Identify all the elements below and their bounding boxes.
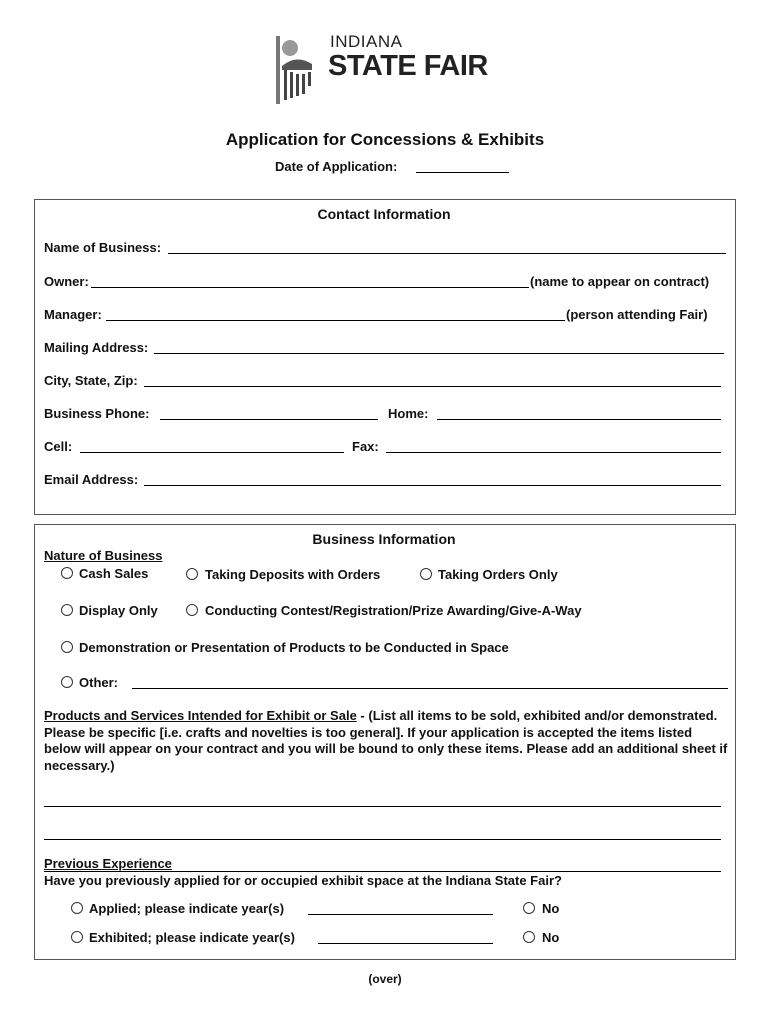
business-title: Business Information — [312, 531, 456, 547]
taking-orders-label: Taking Orders Only — [438, 567, 558, 582]
date-label: Date of Application: — [275, 159, 398, 174]
demonstration-radio[interactable] — [61, 641, 73, 653]
cash-sales-label: Cash Sales — [79, 566, 149, 581]
products-line-2[interactable] — [44, 839, 721, 840]
over-note: (over) — [368, 972, 402, 986]
logo-indiana: INDIANA — [330, 32, 403, 51]
date-field[interactable] — [416, 172, 509, 173]
page-title: Application for Concessions & Exhibits — [225, 130, 545, 149]
nature-heading: Nature of Business — [44, 548, 163, 563]
applied-no-label: No — [542, 901, 560, 916]
products-paragraph — [44, 708, 728, 774]
exhibited-radio[interactable] — [71, 931, 83, 943]
name-of-business-label: Name of Business: — [44, 240, 162, 255]
fax-label: Fax: — [352, 439, 379, 454]
applied-label: Applied; please indicate year(s) — [89, 901, 285, 916]
display-only-label: Display Only — [79, 603, 158, 618]
products-instructions: - (List all items to be sold, exhibited and/or demonstrated. Please be specific [i.e. crafts and novelties is too general]. If your application is accepted the items listed below will appear on your contract and you will be bound to only these items. Please add an additional sheet if necessary.) — [44, 708, 728, 773]
exhibited-years-field[interactable] — [318, 943, 493, 944]
owner-label: Owner: — [44, 274, 89, 289]
manager-label: Manager: — [44, 307, 102, 322]
mailing-address-label: Mailing Address: — [44, 340, 149, 355]
exhibited-label: Exhibited; please indicate year(s) — [89, 930, 295, 945]
taking-orders-radio[interactable] — [420, 568, 432, 580]
products-line-1[interactable] — [44, 806, 721, 807]
city-state-zip-field[interactable] — [144, 386, 721, 387]
contest-label: Conducting Contest/Registration/Prize Awarding/Give-A-Way — [205, 603, 582, 618]
contest-radio[interactable] — [186, 604, 198, 616]
products-line-3[interactable] — [44, 871, 721, 872]
demonstration-label: Demonstration or Presentation of Products to be Conducted in Space — [79, 640, 509, 655]
home-field[interactable] — [437, 419, 721, 420]
cell-field[interactable] — [80, 452, 344, 453]
manager-field[interactable] — [106, 320, 565, 321]
owner-note: (name to appear on contract) — [530, 274, 710, 289]
display-only-radio[interactable] — [61, 604, 73, 616]
contact-title: Contact Information — [317, 206, 451, 222]
owner-field[interactable] — [91, 287, 529, 288]
business-phone-label: Business Phone: — [44, 406, 150, 421]
name-of-business-field[interactable] — [168, 253, 726, 254]
home-label: Home: — [388, 406, 429, 421]
taking-deposits-radio[interactable] — [186, 568, 198, 580]
applied-years-field[interactable] — [308, 914, 493, 915]
taking-deposits-label: Taking Deposits with Orders — [205, 567, 381, 582]
applied-radio[interactable] — [71, 902, 83, 914]
other-radio[interactable] — [61, 676, 73, 688]
cell-label: Cell: — [44, 439, 73, 454]
fax-field[interactable] — [386, 452, 721, 453]
other-field[interactable] — [132, 688, 728, 689]
exhibited-no-label: No — [542, 930, 560, 945]
city-state-zip-label: City, State, Zip: — [44, 373, 138, 388]
exhibited-no-radio[interactable] — [523, 931, 535, 943]
email-field[interactable] — [144, 485, 721, 486]
experience-heading: Previous Experience — [44, 856, 172, 871]
logo-state-fair: STATE FAIR — [328, 50, 488, 82]
other-label: Other: — [79, 675, 118, 690]
experience-question: Have you previously applied for or occupied exhibit space at the Indiana State Fair? — [44, 873, 562, 888]
products-heading: Products and Services Intended for Exhibit or Sale — [44, 708, 357, 723]
manager-note: (person attending Fair) — [566, 307, 708, 322]
email-label: Email Address: — [44, 472, 139, 487]
business-phone-field[interactable] — [160, 419, 378, 420]
fair-logo-graphic — [276, 36, 316, 104]
mailing-address-field[interactable] — [154, 353, 724, 354]
applied-no-radio[interactable] — [523, 902, 535, 914]
cash-sales-radio[interactable] — [61, 567, 73, 579]
